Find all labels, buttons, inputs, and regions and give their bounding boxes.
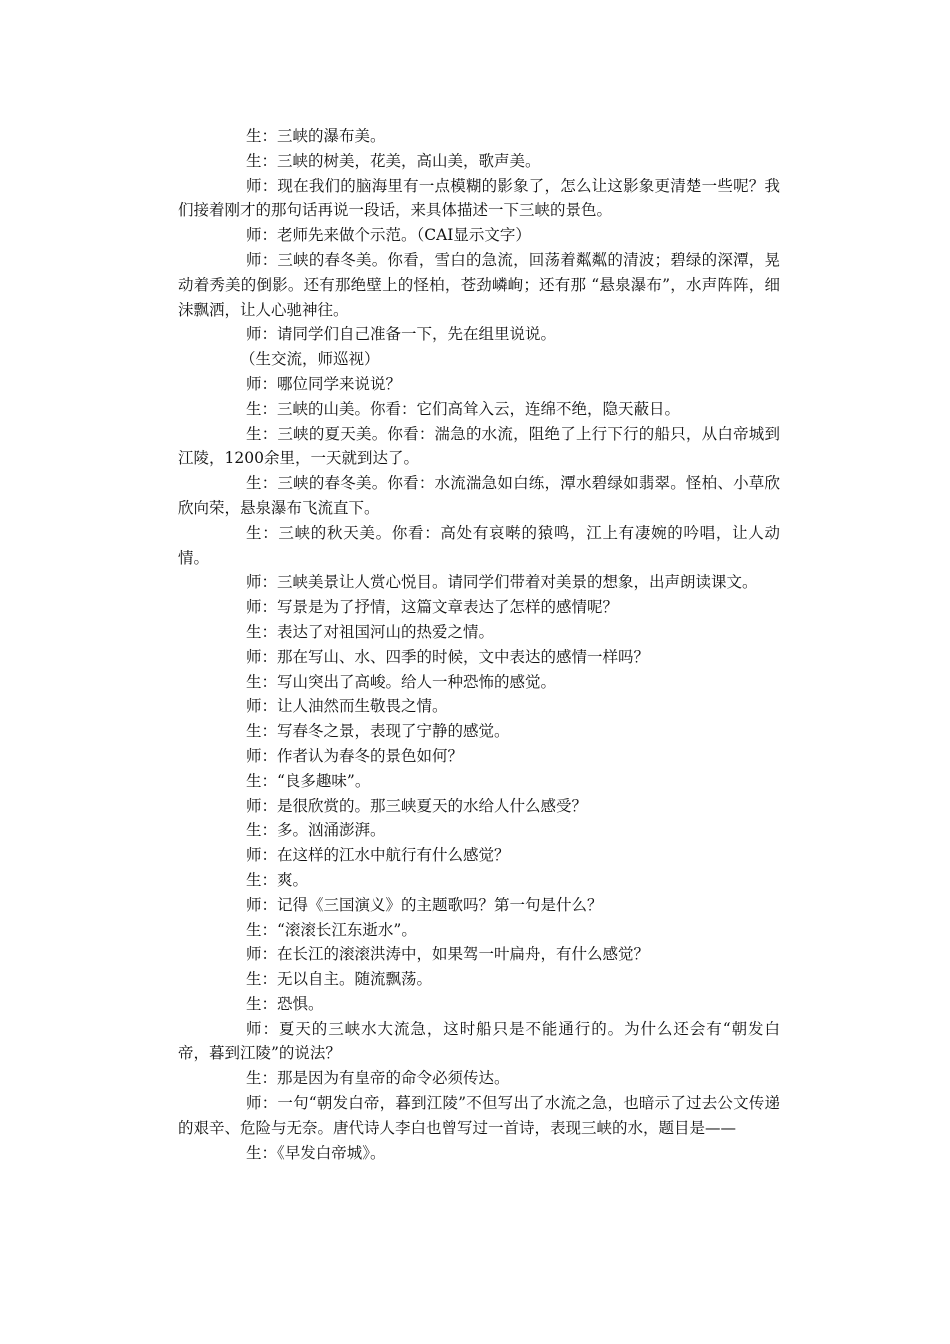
paragraph: 师：记得《三国演义》的主题歌吗？第一句是什么？ [246, 895, 603, 914]
document-body [178, 124, 780, 1165]
paragraph: 师：在长江的滚滚洪涛中，如果驾一叶扁舟，有什么感觉？ [246, 945, 650, 964]
paragraph: 师：夏天的三峡水大流急，这时船只是不能通行的。为什么还会有“朝发白帝，暮到江陵”的说法？ [178, 1019, 780, 1063]
paragraph: 师：那在写山、水、四季的时候，文中表达的感情一样吗？ [246, 647, 650, 666]
paragraph: 生：恐惧。 [246, 994, 324, 1013]
paragraph: 生：“滚滚长江东逝水”。 [246, 920, 417, 939]
paragraph: 生：三峡的春冬美。你看：水流湍急如白练，潭水碧绿如翡翠。怪柏、小草欣欣向荣，悬泉瀑布飞流直下。 [178, 474, 780, 517]
paragraph: 生：那是因为有皇帝的命令必须传达。 [246, 1069, 510, 1088]
paragraph: 生：写山突出了高峻。给人一种恐怖的感觉。 [246, 672, 557, 691]
paragraph: 师：三峡美景让人赏心悦目。请同学们带着对美景的想象，出声朗读课文。 [246, 573, 758, 592]
paragraph: 师：在这样的江水中航行有什么感觉？ [246, 846, 510, 865]
paragraph: 师：三峡的春冬美。你看，雪白的急流，回荡着粼粼的清波；碧绿的深潭，晃动着秀美的倒影。还有那绝壁上的怪柏，苍劲嶙峋；还有那 “悬泉瀑布”，水声阵阵，细沫飘洒，让人心驰神往。 [178, 250, 780, 319]
paragraph: 生：三峡的树美，花美，高山美，歌声美。 [246, 151, 541, 170]
paragraph: 师：哪位同学来说说？ [246, 374, 402, 393]
paragraph: 生：无以自主。随流飘荡。 [246, 970, 433, 989]
paragraph: 师：现在我们的脑海里有一点模糊的影象了，怎么让这影象更清楚一些呢？我们接着刚才的那句话再说一段话，来具体描述一下三峡的景色。 [178, 176, 780, 220]
paragraph: 师：是很欣赏的。那三峡夏天的水给人什么感受？ [246, 796, 588, 815]
paragraph: 生：“良多趣味”。 [246, 771, 371, 790]
paragraph: 生：表达了对祖国河山的热爱之情。 [246, 622, 495, 641]
paragraph: 生：写春冬之景，表现了宁静的感觉。 [246, 722, 510, 741]
paragraph: 生：三峡的山美。你看：它们高耸入云，连绵不绝，隐天蔽日。 [246, 399, 681, 418]
paragraph: 师：让人油然而生敬畏之情。 [246, 697, 448, 716]
stage-direction: （生交流，师巡视） [240, 350, 380, 369]
paragraph: 生：多。汹涌澎湃。 [246, 821, 386, 840]
paragraph: 生：《早发白帝城》。 [246, 1143, 386, 1162]
paragraph: 生：三峡的夏天美。你看：湍急的水流，阻绝了上行下行的船只，从白帝城到江陵，1200余里，一天就到达了。 [178, 424, 780, 468]
paragraph: 生：爽。 [246, 870, 309, 889]
paragraph: 师：作者认为春冬的景色如何？ [246, 746, 464, 765]
paragraph: 师：老师先来做个示范。（CAI显示文字） [246, 226, 531, 245]
paragraph: 生：三峡的瀑布美。 [246, 127, 386, 145]
paragraph: 生：三峡的秋天美。你看：高处有哀啭的猿鸣，江上有凄婉的吟唱，让人动情。 [178, 523, 780, 567]
paragraph: 师：一句“朝发白帝，暮到江陵”不但写出了水流之急，也暗示了过去公文传递的艰辛、危险与无奈。唐代诗人李白也曾写过一首诗，表现三峡的水，题目是—— [178, 1094, 780, 1137]
paragraph: 师：请同学们自己准备一下，先在组里说说。 [246, 325, 557, 344]
paragraph: 师：写景是为了抒情，这篇文章表达了怎样的感情呢？ [246, 598, 619, 617]
